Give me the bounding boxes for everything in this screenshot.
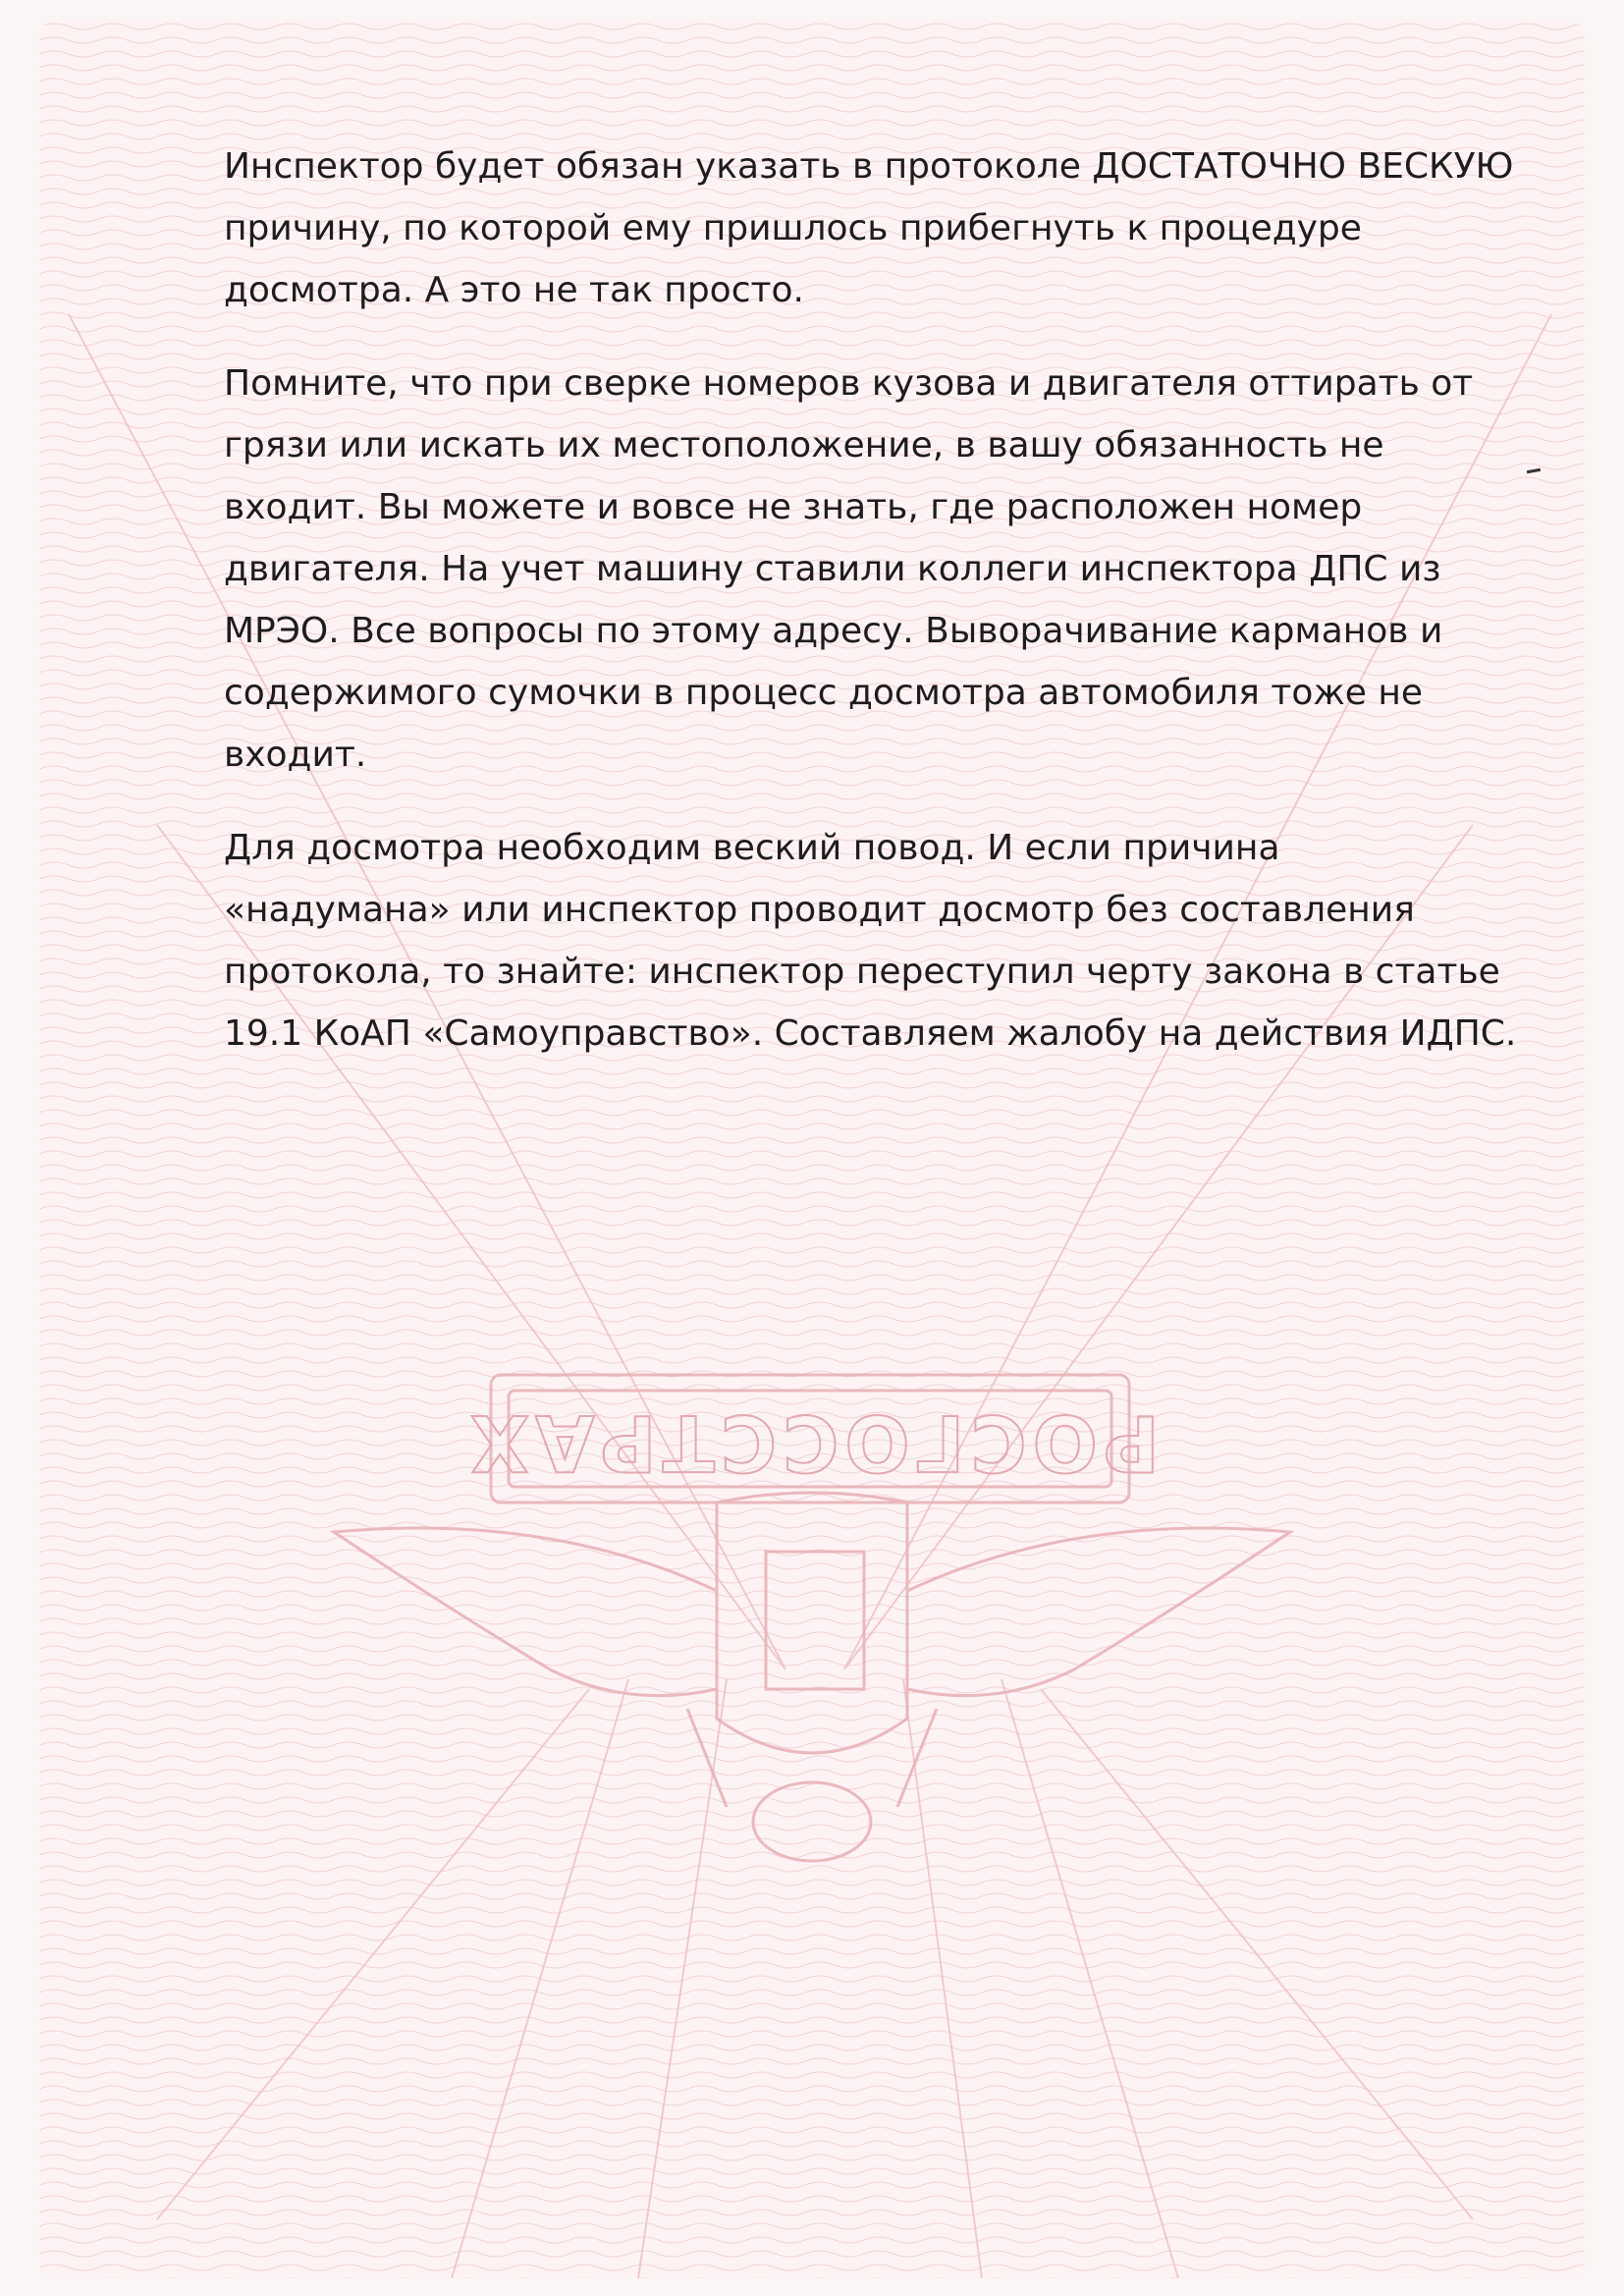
paragraph-3: Для досмотра необходим веский повод. И если причина «надумана» или инспектор проводит досмотр без составления протокола, то знайте: инспектор переступил черту закона в статье 19.1 КоАП «Самоуправство». Составляем жалобу на действия ИДПС.	[224, 828, 1517, 1054]
paragraph-2: Помните, что при сверке номеров кузова и двигателя оттирать от грязи или искать их местоположение, в вашу обязанность не входит. Вы можете и вовсе не знать, где расположен номер двигателя. На учет машину ставили коллеги инспектора ДПС из МРЭО. Все вопросы по этому адресу. Выворачивание карманов и содержимого сумочки в процесс досмотра автомобиля тоже не входит.	[224, 363, 1474, 775]
paragraph-1: Инспектор будет обязан указать в протоколе ДОСТАТОЧНО ВЕСКУЮ причину, по которой ему пришлось прибегнуть к процедуре досмотра. А это не так просто.	[224, 146, 1514, 310]
watermark-logo-text: РОСГОССТРАХ	[463, 1397, 1161, 1486]
document-body	[224, 136, 1579, 1096]
security-paper-sheet	[39, 20, 1585, 2278]
